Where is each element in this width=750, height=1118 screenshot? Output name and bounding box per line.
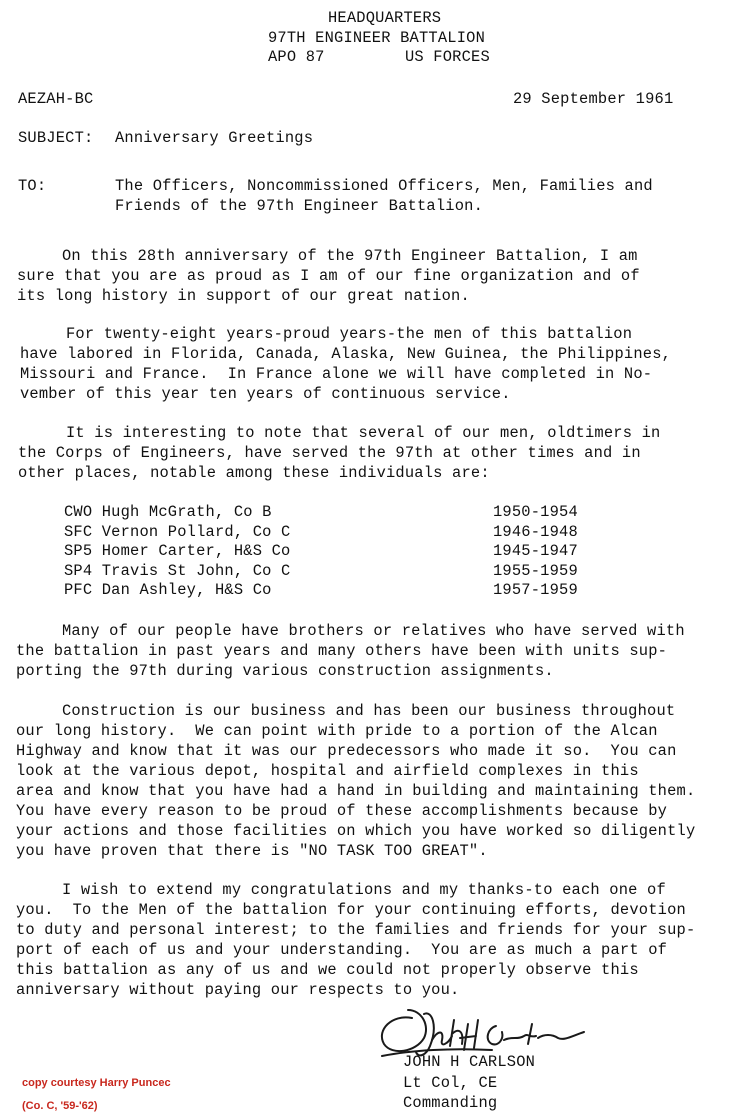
oldtimer-name: PFC Dan Ashley, H&S Co xyxy=(64,581,272,599)
paragraph-line: our long history. We can point with pride to a portion of the Alcan xyxy=(16,722,658,740)
letterhead-headquarters: HEADQUARTERS xyxy=(328,9,442,27)
paragraph-line: you. To the Men of the battalion for your continuing efforts, devotion xyxy=(16,901,686,919)
oldtimer-name: SFC Vernon Pollard, Co C xyxy=(64,523,291,541)
to-line: The Officers, Noncommissioned Officers, Men, Families and xyxy=(115,177,653,195)
paragraph-line: port of each of us and your understanding. You are as much a part of xyxy=(16,941,668,959)
oldtimer-years: 1957-1959 xyxy=(493,581,578,599)
paragraph-line: Many of our people have brothers or relatives who have served with xyxy=(62,622,685,640)
paragraph-line: Missouri and France. In France alone we will have completed in No- xyxy=(20,365,653,383)
subject-text: Anniversary Greetings xyxy=(115,129,314,147)
oldtimer-years: 1955-1959 xyxy=(493,562,578,580)
signer-title: Commanding xyxy=(403,1094,498,1112)
paragraph-line: your actions and those facilities on which you have worked so diligently xyxy=(16,822,696,840)
paragraph-line: porting the 97th during various construction assignments. xyxy=(16,662,554,680)
to-line: Friends of the 97th Engineer Battalion. xyxy=(115,197,483,215)
office-symbol: AEZAH-BC xyxy=(18,90,94,108)
signer-name: JOHN H CARLSON xyxy=(403,1053,536,1071)
letterhead-unit: 97TH ENGINEER BATTALION xyxy=(268,29,486,47)
subject-label: SUBJECT: xyxy=(18,129,94,147)
oldtimer-years: 1945-1947 xyxy=(493,542,578,560)
letterhead-apo: APO 87 xyxy=(268,48,325,66)
paragraph-line: have labored in Florida, Canada, Alaska, New Guinea, the Philippines, xyxy=(20,345,672,363)
oldtimer-name: CWO Hugh McGrath, Co B xyxy=(64,503,272,521)
oldtimer-years: 1946-1948 xyxy=(493,523,578,541)
paragraph-line: I wish to extend my congratulations and my thanks-to each one of xyxy=(62,881,666,899)
paragraph-line: vember of this year ten years of continuous service. xyxy=(20,385,511,403)
paragraph-line: On this 28th anniversary of the 97th Engineer Battalion, I am xyxy=(62,247,638,265)
paragraph-line: It is interesting to note that several of our men, oldtimers in xyxy=(66,424,661,442)
paragraph-line: sure that you are as proud as I am of our fine organization and of xyxy=(17,267,640,285)
paragraph-line: you have proven that there is "NO TASK TOO GREAT". xyxy=(16,842,488,860)
paragraph-line: look at the various depot, hospital and airfield complexes in this xyxy=(16,762,639,780)
paragraph-line: Highway and know that it was our predecessors who made it so. You can xyxy=(16,742,677,760)
paragraph-line: area and know that you have had a hand in building and maintaining them. xyxy=(16,782,696,800)
courtesy-unit-note: (Co. C, '59-'62) xyxy=(22,1100,98,1112)
paragraph-line: to duty and personal interest; to the families and friends for your sup- xyxy=(16,921,696,939)
paragraph-line: its long history in support of our great nation. xyxy=(17,287,470,305)
paragraph-line: For twenty-eight years-proud years-the men of this battalion xyxy=(66,325,633,343)
paragraph-line: You have every reason to be proud of these accomplishments because by xyxy=(16,802,668,820)
paragraph-line: this battalion as any of us and we could not properly observe this xyxy=(16,961,639,979)
paragraph-line: the Corps of Engineers, have served the 97th at other times and in xyxy=(18,444,641,462)
paragraph-line: anniversary without paying our respects to you. xyxy=(16,981,460,999)
letter-date: 29 September 1961 xyxy=(513,90,674,108)
oldtimer-name: SP4 Travis St John, Co C xyxy=(64,562,291,580)
paragraph-line: other places, notable among these individuals are: xyxy=(18,464,490,482)
oldtimer-years: 1950-1954 xyxy=(493,503,578,521)
to-label: TO: xyxy=(18,177,47,195)
paragraph-line: the battalion in past years and many others have been with units sup- xyxy=(16,642,668,660)
letterhead-forces: US FORCES xyxy=(405,48,490,66)
signer-rank: Lt Col, CE xyxy=(403,1074,498,1092)
oldtimer-name: SP5 Homer Carter, H&S Co xyxy=(64,542,291,560)
courtesy-note: copy courtesy Harry Puncec xyxy=(22,1077,171,1089)
paragraph-line: Construction is our business and has been our business throughout xyxy=(62,702,676,720)
